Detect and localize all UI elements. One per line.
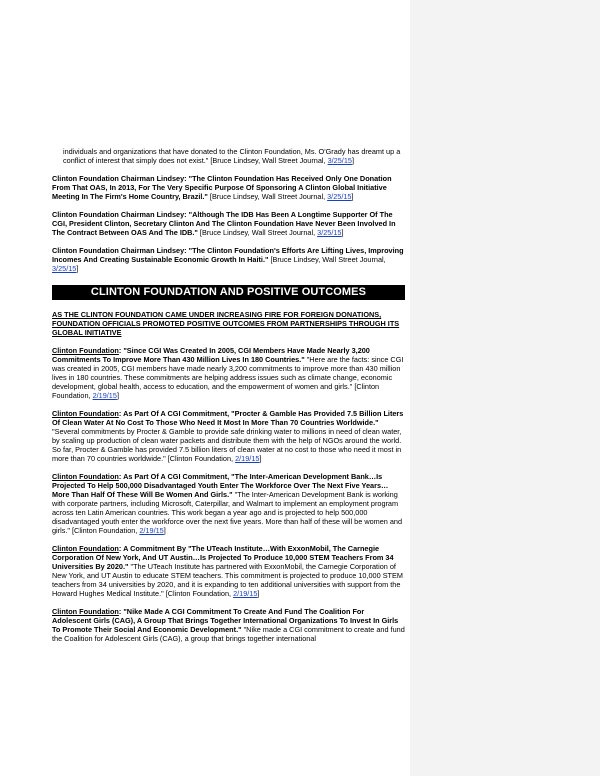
- source: [Bruce Lindsey, Wall Street Journal,: [197, 228, 318, 237]
- speaker: Clinton Foundation: [52, 346, 119, 355]
- entry-body: "Several commitments by Procter & Gamble to provide safe drinking water to millions in need of clean water, by scaling up production of clean water packets and distribute them with the help of NGOs around the world. So far, Procter & Gamble has provided 7.5 billion liters of clean water at no cost to those who need it most in more than 70 countries worldwide." [Clinton Foundation,: [52, 427, 402, 463]
- lindsey-quote: [52, 174, 405, 201]
- speaker: Clinton Foundation: [52, 409, 119, 418]
- speaker: Clinton Foundation: [52, 607, 119, 616]
- bracket: ]: [259, 454, 262, 463]
- speaker-colon: :: [118, 409, 124, 418]
- entry-body: "Nike made a CGI commitment to create and fund the Coalition for Adolescent Girls (CAG), a group that brings together international: [52, 625, 405, 643]
- citation-link[interactable]: 2/19/15: [92, 391, 117, 400]
- entry-title: As Part Of A CGI Commitment, "Procter & Gamble Has Provided 7.5 Billion Liters Of Clean Water At No Cost To Those Who Need It Most In More Than 70 Countries Worldwide.": [52, 409, 404, 427]
- bracket: ]: [341, 228, 344, 237]
- quote-title: "The Clinton Foundation's Efforts Are Lifting Lives, Improving Incomes And Creating Sustainable Economic Growth In Haiti.": [52, 246, 404, 264]
- entry-body: "Here are the facts: since CGI was created in 2005, CGI members have made nearly 3,200 commitments to improve more than 430 million lives in 180 countries. These commitments are helping address issues such as climate change, economic development, global health, access to education, and the empowerment of women and girls." [Clinton Foundation,: [52, 355, 404, 400]
- foundation-entry: [52, 409, 405, 463]
- speaker: Clinton Foundation: [52, 472, 119, 481]
- speaker-colon: :: [118, 346, 124, 355]
- citation-link[interactable]: 3/25/15: [317, 228, 342, 237]
- source: [Bruce Lindsey, Wall Street Journal,: [207, 192, 328, 201]
- citation-link[interactable]: 3/25/15: [327, 192, 352, 201]
- bracket: ]: [351, 192, 354, 201]
- speaker-colon: :: [118, 544, 124, 553]
- entry-title: As Part Of A CGI Commitment, "The Inter-American Development Bank…Is Projected To Help 500,000 Disadvantaged Youth Enter The Workforce Over The Next Five Years…More Than Half Of These Will Be Women And Girls.": [52, 472, 389, 499]
- speaker-colon: :: [118, 472, 124, 481]
- foundation-entry: [52, 472, 405, 535]
- entry-title: "Nike Made A CGI Commitment To Create And Fund The Coalition For Adolescent Girls (CAG), A Group That Brings Together International Organizations To Invest In Girls To Promote Their Social And Economic Development.": [52, 607, 399, 634]
- citation-link[interactable]: 2/19/15: [233, 589, 258, 598]
- citation-link[interactable]: 2/19/15: [139, 526, 164, 535]
- intro-text: individuals and organizations that have donated to the Clinton Foundation, Ms. O'Grady has dreamt up a conflict of interest that simply does not exist." [Bruce Lindsey, Wall Street Journal,: [63, 147, 401, 165]
- speaker: Clinton Foundation Chairman Lindsey:: [52, 246, 189, 255]
- foundation-entry: [52, 544, 405, 598]
- section-headline: AS THE CLINTON FOUNDATION CAME UNDER INCREASING FIRE FOR FOREIGN DONATIONS, FOUNDATION OFFICIALS PROMOTED POSITIVE OUTCOMES FROM PARTNERSHIPS THROUGH ITS GLOBAL INITIATIVE: [52, 310, 400, 337]
- source: [Bruce Lindsey, Wall Street Journal,: [268, 255, 386, 264]
- speaker-colon: :: [118, 607, 124, 616]
- speaker: Clinton Foundation Chairman Lindsey:: [52, 174, 189, 183]
- entry-title: "Since CGI Was Created In 2005, CGI Members Have Made Nearly 3,200 Commitments To Improve More Than 430 Million Lives In 180 Countries.": [52, 346, 370, 364]
- entry-body: "The UTeach Institute has partnered with ExxonMobil, the Carnegie Corporation of New York, and UT Austin to educate STEM teachers. This commitment is projected to produce 10,000 STEM teachers from 34 universities by 2020, and it is expanding to ten additional universities with support from the Howard Hughes Medical Institute." [Clinton Foundation,: [52, 562, 403, 598]
- document-body: [52, 147, 405, 652]
- comment-margin-panel: [410, 0, 600, 776]
- entry-body: "The Inter-American Development Bank is working with corporate partners, including Microsoft, Caterpillar, and Walmart to implement an employment program across ten Latin American countries. This work began a year ago and is projected to help 500,000 disadvantaged youth enter the workforce over the next five years. More than half of these will be women and girls." [Clinton Foundation,: [52, 490, 403, 535]
- bracket: ]: [351, 156, 354, 165]
- speaker: Clinton Foundation Chairman Lindsey:: [52, 210, 189, 219]
- citation-link[interactable]: 2/19/15: [235, 454, 260, 463]
- quote-title: "Although The IDB Has Been A Longtime Supporter Of The CGI, President Clinton, Secretary Clinton And The Clinton Foundation Have Never Been Involved In The Contract Between OAS And The IDB.": [52, 210, 396, 237]
- foundation-entry: [52, 607, 405, 643]
- section-banner: CLINTON FOUNDATION AND POSITIVE OUTCOMES: [52, 285, 405, 300]
- intro-paragraph: [52, 147, 405, 165]
- quote-title: "The Clinton Foundation Has Received Only One Donation From That OAS, In 2013, For The Very Specific Purpose Of Sponsoring A Clinton Global Initiative Meeting In The Firm's Home Country, Brazil.": [52, 174, 392, 201]
- entry-title: A Commitment By "The UTeach Institute…With ExxonMobil, The Carnegie Corporation Of New York, And UT Austin…Is Projected To Produce 10,000 STEM Teachers From 34 Universities By 2020.": [52, 544, 394, 571]
- bracket: ]: [116, 391, 119, 400]
- bracket: ]: [76, 264, 79, 273]
- lindsey-quote: [52, 210, 405, 237]
- citation-link[interactable]: 3/25/15: [327, 156, 352, 165]
- lindsey-quote: [52, 246, 405, 273]
- bracket: ]: [163, 526, 166, 535]
- foundation-entry: [52, 346, 405, 400]
- citation-link[interactable]: 3/25/15: [52, 264, 77, 273]
- bracket: ]: [257, 589, 260, 598]
- speaker: Clinton Foundation: [52, 544, 119, 553]
